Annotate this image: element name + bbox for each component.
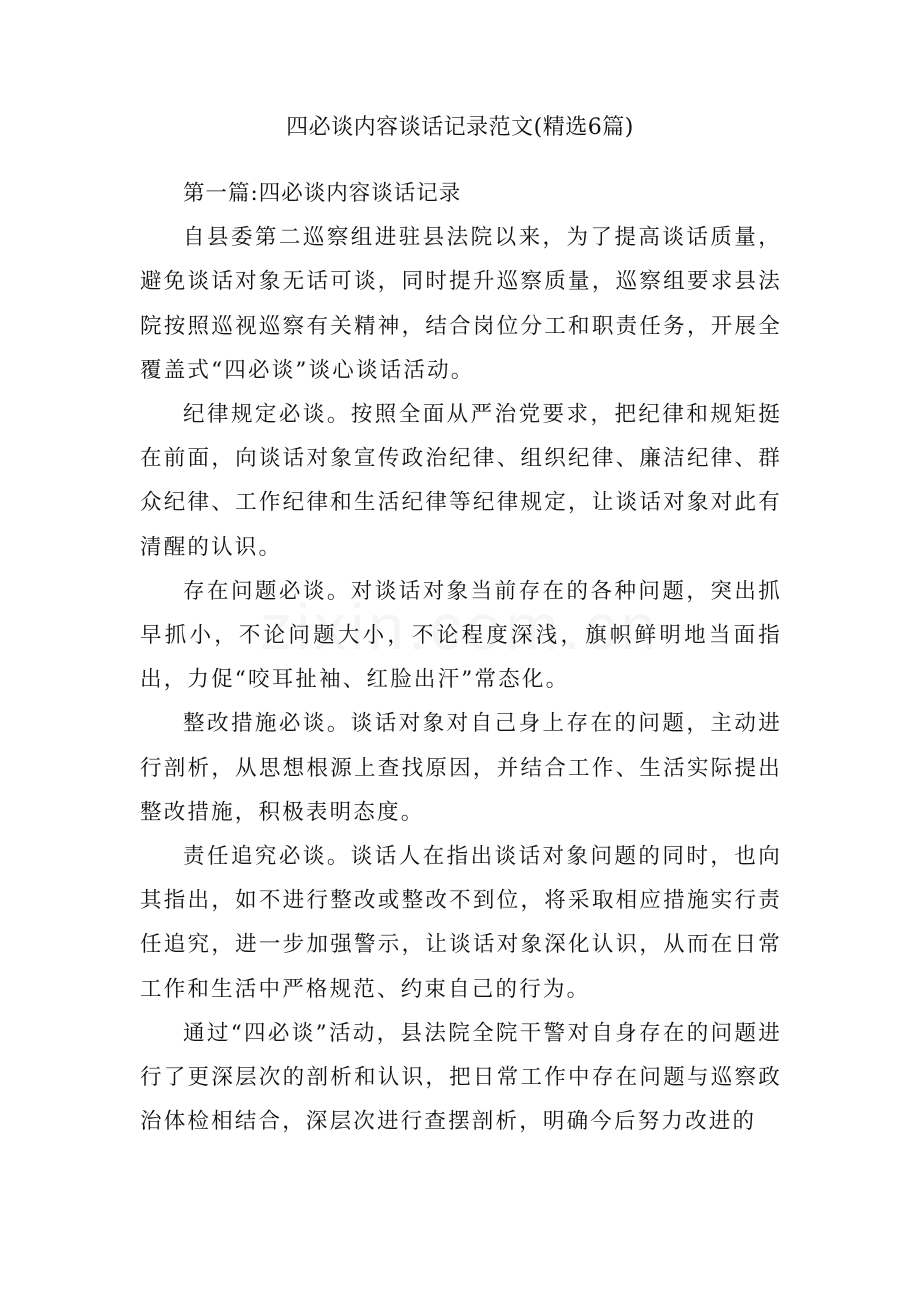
paragraph-accountability: 责任追究必谈。谈话人在指出谈话对象问题的同时，也向其指出，如不进行整改或整改不到位，将采取相应措施实行责任追究，进一步加强警示，让谈话对象深化认识，从而在日常工作和生活中严格规范、约束自己的行为。 bbox=[140, 844, 782, 1002]
document-title: 四必谈内容谈话记录范文(精选6篇) bbox=[286, 115, 634, 140]
paragraph-intro: 自县委第二巡察组进驻县法院以来，为了提高谈话质量，避免谈话对象无话可谈，同时提升巡察质量，巡察组要求县法院按照巡视巡察有关精神，结合岗位分工和职责任务，开展全覆盖式“四必谈”谈心谈话活动。 bbox=[140, 225, 782, 383]
section-heading: 第一篇:四必谈内容谈话记录 bbox=[183, 181, 462, 206]
paragraph-rectification: 整改措施必谈。谈话对象对自己身上存在的问题，主动进行剖析，从思想根源上查找原因，并结合工作、生活实际提出整改措施，积极表明态度。 bbox=[140, 711, 782, 825]
paragraph-problems: 存在问题必谈。对谈话对象当前存在的各种问题，突出抓早抓小，不论问题大小，不论程度深浅，旗帜鲜明地当面指出，力促“咬耳扯袖、红脸出汗”常态化。 bbox=[140, 578, 782, 693]
paragraph-discipline: 纪律规定必谈。按照全面从严治党要求，把纪律和规矩挺在前面，向谈话对象宣传政治纪律、组织纪律、廉洁纪律、群众纪律、工作纪律和生活纪律等纪律规定，让谈话对象对此有清醒的认识。 bbox=[140, 402, 782, 560]
document-body bbox=[140, 172, 782, 1144]
paragraph-conclusion: 通过“四必谈”活动，县法院全院干警对自身存在的问题进行了更深层次的剖析和认识，把日常工作中存在问题与巡察政治体检相结合，深层次进行查摆剖析，明确今后努力改进的 bbox=[140, 1020, 782, 1135]
